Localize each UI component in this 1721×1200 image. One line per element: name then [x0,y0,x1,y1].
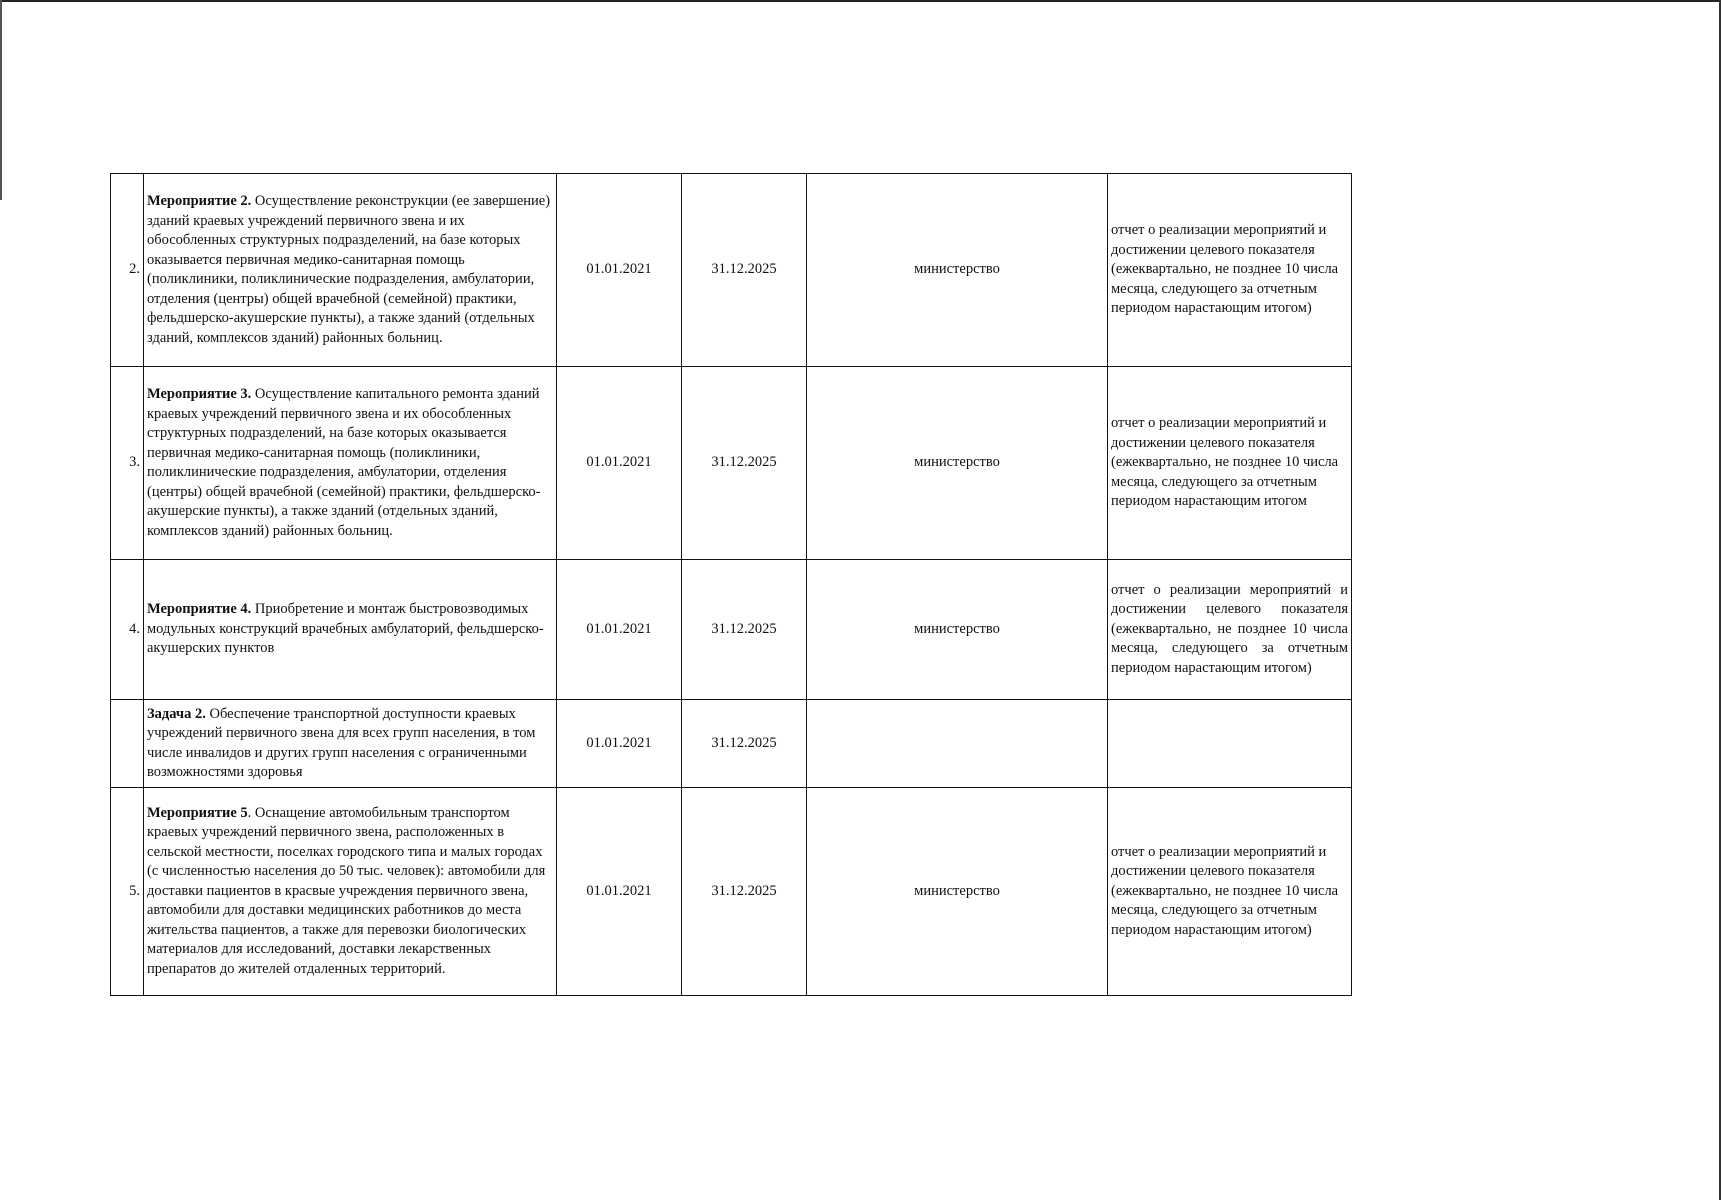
responsible: министерство [807,367,1108,560]
scan-edge-top [0,0,1721,2]
measure-text: . Оснащение автомобильным транспортом краевых учреждений первичного звена, расположенных в сельской местности, поселках городского типа и малых городах (с численностью населения до 50 тыс. человек): автомобили для доставки пациентов в красвые учреждения первичного звена, автомобили для доставки медицинских работников до места жительства пациентов, а также для перевозки биологических материалов для исследований, доставки лекарственных препаратов до жителей отдаленных территорий. [147,804,546,977]
measure-text: Приобретение и монтаж быстровозводимых модульных конструкций врачебных амбулаторий, фельдшерско-акушерских пунктов [147,601,544,657]
row-number: 4. [111,560,144,700]
start-date: 01.01.2021 [557,560,682,700]
measure-text: Осуществление реконструкции (ее завершение) зданий краевых учреждений первичного звена и их обособленных структурных подразделений, на базе которых оказывается первичная медико-санитарная помощь (поликлиники, поликлинические подразделения, амбулатории, отделения (центры) общей врачебной (семейной) практики, фельдшерско-акушерские пункты), а также зданий (отдельных зданий, комплексов зданий) районных больниц. [147,193,551,346]
start-date: 01.01.2021 [557,700,682,788]
table-row [111,367,1352,560]
measure-description [144,560,557,700]
report-form: отчет о реализации мероприятий и достижении целевого показателя (ежеквартально, не позднее 10 числа месяца, следующего за отчетным периодом нарастающим итогом) [1108,174,1352,367]
responsible: министерство [807,174,1108,367]
row-number: 5. [111,788,144,996]
measure-description [144,788,557,996]
end-date: 31.12.2025 [682,560,807,700]
measure-description [144,367,557,560]
start-date: 01.01.2021 [557,174,682,367]
measure-title: Мероприятие 4. [147,601,252,618]
responsible [807,700,1108,788]
report-form: отчет о реализации мероприятий и достижении целевого показателя (ежеквартально, не позднее 10 числа месяца, следующего за отчетным периодом нарастающим итогом) [1108,788,1352,996]
start-date: 01.01.2021 [557,367,682,560]
task-title: Задача 2. [147,705,206,722]
end-date: 31.12.2025 [682,174,807,367]
end-date: 31.12.2025 [682,788,807,996]
measure-title: Мероприятие 3. [147,386,252,402]
task-text: Обеспечение транспортной доступности краевых учреждений первичного звена для всех групп населения, в том числе инвалидов и других групп населения с ограниченными возможностями здоровья [147,705,536,780]
table-row [111,174,1352,367]
row-number: 2. [111,174,144,367]
report-form: отчет о реализации мероприятий и достижении целевого показателя (ежеквартально, не позднее 10 числа месяца, следующего за отчетным периодом нарастающим итогом) [1108,560,1352,700]
measure-title: Мероприятие 5 [147,804,248,821]
end-date: 31.12.2025 [682,700,807,788]
scan-edge-left [0,0,2,200]
responsible: министерство [807,560,1108,700]
measure-description [144,174,557,367]
report-form [1108,700,1352,788]
task-description [144,700,557,788]
measures-table [110,173,1352,996]
report-form: отчет о реализации мероприятий и достижении целевого показателя (ежеквартально, не позднее 10 числа месяца, следующего за отчетным периодом нарастающим итогом [1108,367,1352,560]
table-row [111,700,1352,788]
measure-title: Мероприятие 2. [147,193,252,209]
start-date: 01.01.2021 [557,788,682,996]
table-row [111,560,1352,700]
row-number: 3. [111,367,144,560]
table-row [111,788,1352,996]
row-number [111,700,144,788]
responsible: министерство [807,788,1108,996]
measure-text: Осуществление капитального ремонта зданий краевых учреждений первичного звена и их обособленных структурных подразделений, на базе которых оказывается первичная медико-санитарная помощь (поликлиники, поликлинические подразделения, амбулатории, отделения (центры) общей врачебной (семейной) практики, фельдшерско-акушерские пункты), а также зданий (отдельных зданий, комплексов зданий) районных больниц. [147,386,541,539]
end-date: 31.12.2025 [682,367,807,560]
